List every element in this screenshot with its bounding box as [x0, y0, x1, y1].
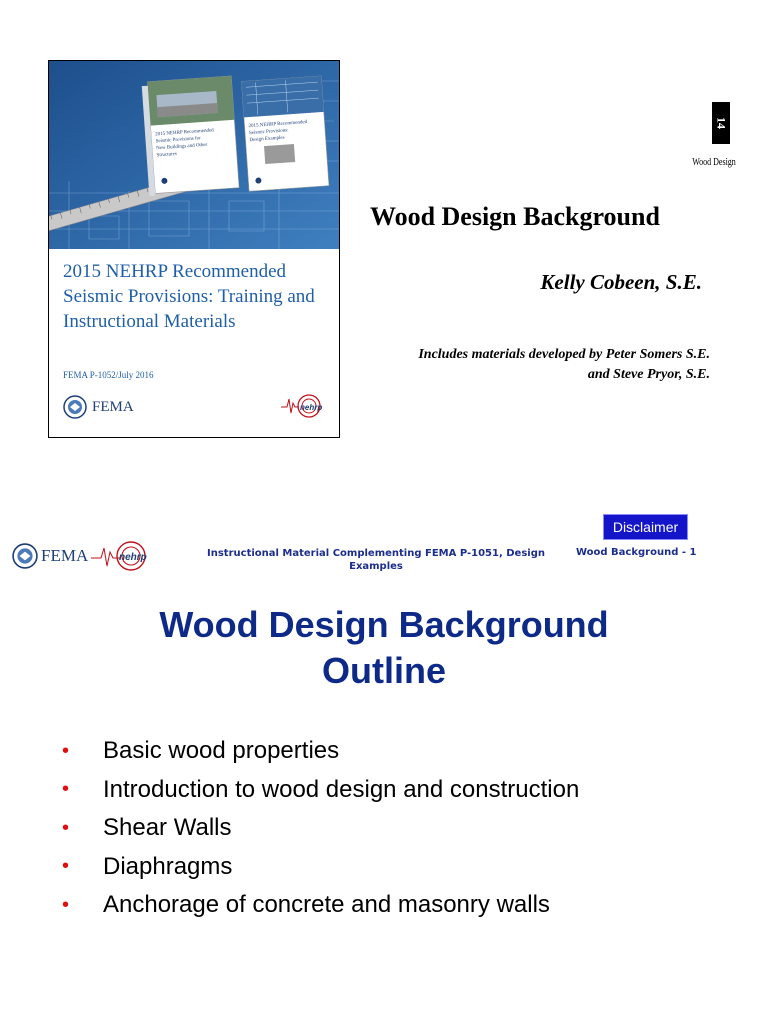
list-item-text: Anchorage of concrete and masonry walls	[103, 891, 550, 919]
footer-nehrp-label: nehrp	[119, 552, 148, 563]
footer-logo	[12, 540, 151, 572]
book-left-line-1: 2015 NEHRP Recommended	[155, 128, 214, 138]
book-left-line-3: New Buildings and Other	[155, 142, 208, 152]
outline-slide	[0, 480, 768, 1024]
disclaimer-button[interactable]: Disclaimer	[603, 514, 688, 540]
slide2-title-line1: Wood Design Background	[159, 604, 609, 645]
nehrp-logo-icon	[91, 540, 151, 572]
chapter-number: 14	[712, 102, 730, 144]
list-item-text: Introduction to wood design and construction	[103, 775, 580, 803]
book-right-line-3: Design Examples	[249, 135, 285, 144]
chapter-label: Wood Design	[692, 157, 736, 168]
slide2-title	[0, 602, 768, 694]
book-left-line-4: Structures	[156, 151, 178, 159]
list-item-text: Basic wood properties	[103, 737, 340, 765]
cover-fema-label: FEMA	[92, 398, 134, 415]
cover-blueprint-art	[49, 61, 339, 249]
footer-fema-label: FEMA	[41, 546, 89, 565]
list-item	[62, 732, 579, 771]
slide1-author: Kelly Cobeen, S.E.	[540, 270, 702, 294]
slide1-title: Wood Design Background	[370, 202, 660, 231]
list-item	[62, 771, 579, 810]
cover-fema-logo	[63, 395, 134, 419]
book-left-line-2: Seismic Provisions for	[155, 136, 202, 145]
title-slide	[0, 0, 768, 480]
list-item	[62, 809, 579, 848]
list-item-text: Shear Walls	[103, 814, 232, 842]
list-item-text: Diaphragms	[103, 852, 233, 880]
book-right-line-2: Seismic Provisions:	[248, 128, 289, 137]
cover-subtitle: FEMA P-1052/July 2016	[63, 370, 154, 380]
slide2-title-line2: Outline	[322, 650, 446, 691]
dhs-seal-icon	[63, 395, 87, 419]
cover-nehrp-label: nehrp	[300, 403, 323, 412]
cover-image	[48, 60, 340, 438]
dhs-seal-icon	[12, 543, 38, 569]
bullet-icon: •	[62, 893, 70, 916]
cover-title: 2015 NEHRP Recommended Seismic Provisions: Training and Instructional Materials	[63, 261, 315, 332]
list-item	[62, 848, 579, 887]
footer-slide-number: Wood Background - 1	[576, 547, 697, 558]
nehrp-logo-icon	[281, 393, 325, 419]
slide1-credit: Includes materials developed by Peter Somers S.E. and Steve Pryor, S.E.	[418, 347, 710, 382]
bullet-icon: •	[62, 778, 70, 801]
book-right-line-1: 2015 NEHRP Recommended	[248, 120, 308, 130]
bullet-icon: •	[62, 816, 70, 839]
list-item	[62, 886, 579, 925]
bullet-icon: •	[62, 855, 70, 878]
outline-list	[62, 732, 579, 925]
bullet-icon: •	[62, 739, 70, 762]
footer-center-text: Instructional Material Complementing FEMA P-1051, Design Examples	[207, 548, 545, 572]
